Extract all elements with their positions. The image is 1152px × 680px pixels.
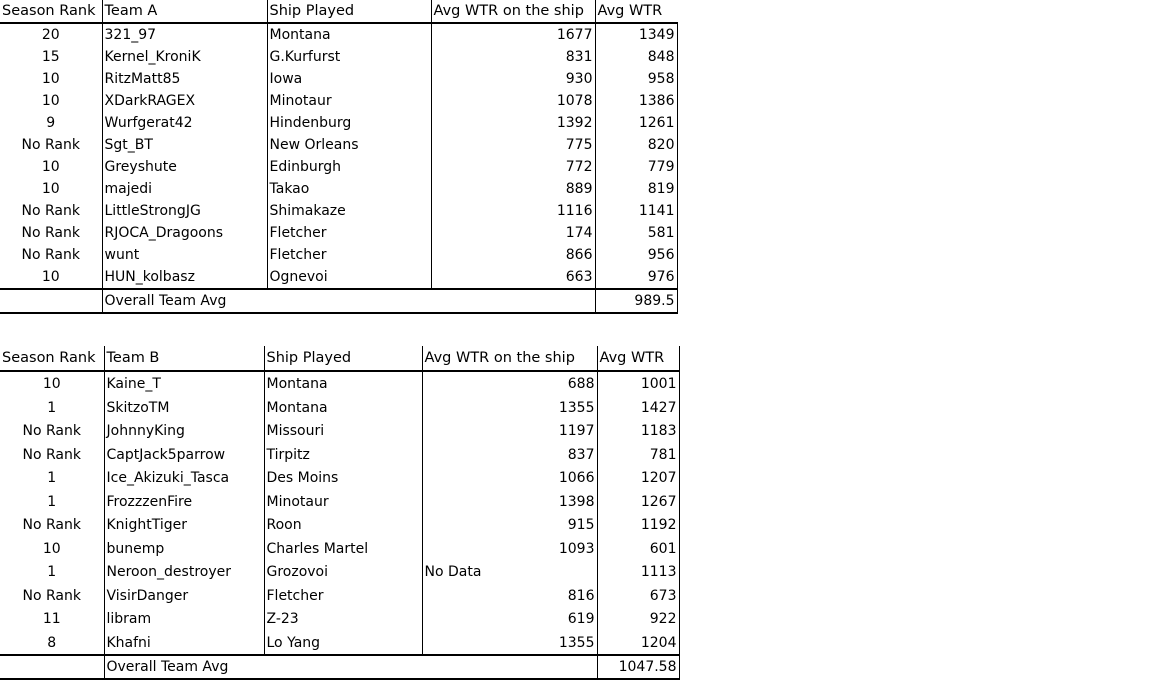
avg-wtr-cell: 1183 xyxy=(597,419,679,443)
avg-wtr-ship-cell: 930 xyxy=(431,68,595,90)
table-row xyxy=(0,90,677,112)
ship-played-cell: Des Moins xyxy=(264,466,422,490)
avg-wtr-ship-cell: 775 xyxy=(431,134,595,156)
avg-wtr-cell: 1207 xyxy=(597,466,679,490)
table-row xyxy=(0,537,679,561)
player-name-cell: CaptJack5parrow xyxy=(106,446,226,463)
team-a-total-row xyxy=(0,289,677,313)
ship-played-cell: Minotaur xyxy=(264,490,422,514)
ship-played-cell: Ognevoi xyxy=(267,266,431,289)
avg-wtr-cell: 779 xyxy=(595,156,677,178)
avg-wtr-ship-cell: 889 xyxy=(431,178,595,200)
avg-wtr-cell: 581 xyxy=(595,222,677,244)
ship-played-cell: Minotaur xyxy=(267,90,431,112)
player-name-cell: majedi xyxy=(104,181,152,197)
avg-wtr-ship-cell: 1677 xyxy=(431,23,595,46)
player-name-cell: Ice_Akizuki_Tasca xyxy=(106,470,230,486)
player-name-cell: XDarkRAGEX xyxy=(104,93,196,109)
season-rank-cell: 8 xyxy=(0,631,104,656)
avg-wtr-ship-cell: 772 xyxy=(431,156,595,178)
ship-played-cell: G.Kurfurst xyxy=(267,46,431,68)
total-empty-cell xyxy=(0,655,104,679)
team-b-total-label: Overall Team Avg xyxy=(104,655,597,679)
avg-wtr-cell: 1113 xyxy=(597,560,679,584)
table-row xyxy=(0,631,679,656)
player-name-cell: 321_97 xyxy=(104,27,157,43)
header-avg-wtr-ship: Avg WTR on the ship xyxy=(422,346,597,371)
ship-played-cell: Montana xyxy=(267,23,431,46)
season-rank-cell: 10 xyxy=(0,178,102,200)
avg-wtr-ship-cell: 866 xyxy=(431,244,595,266)
player-name-cell: LittleStrongJG xyxy=(104,203,201,219)
table-row xyxy=(0,584,679,608)
table-row xyxy=(0,134,677,156)
avg-wtr-cell: 1267 xyxy=(597,490,679,514)
header-avg-wtr: Avg WTR xyxy=(595,0,677,23)
table-row xyxy=(0,371,679,396)
team-a-table xyxy=(0,0,678,314)
ship-played-cell: Lo Yang xyxy=(264,631,422,656)
player-name-cell: Wurfgerat42 xyxy=(104,115,193,131)
season-rank-cell: No Rank xyxy=(0,200,102,222)
team-a-total-label: Overall Team Avg xyxy=(102,289,595,313)
avg-wtr-ship-cell: 1355 xyxy=(422,396,597,420)
team-a-rows xyxy=(0,23,677,289)
header-ship-played: Ship Played xyxy=(264,346,422,371)
player-name-cell: JohnnyKing xyxy=(106,423,185,439)
table-row xyxy=(0,266,677,289)
season-rank-cell: 10 xyxy=(0,266,102,289)
season-rank-cell: No Rank xyxy=(0,419,104,443)
season-rank-cell: 9 xyxy=(0,112,102,134)
avg-wtr-cell: 1001 xyxy=(597,371,679,396)
player-name-cell: SkitzoTM xyxy=(106,399,170,416)
table-row xyxy=(0,396,679,420)
season-rank-cell: 15 xyxy=(0,46,102,68)
table-row xyxy=(0,23,677,46)
avg-wtr-ship-cell: 837 xyxy=(422,443,597,467)
header-team-name: Team A xyxy=(102,0,267,23)
avg-wtr-cell: 1261 xyxy=(595,112,677,134)
team-a-total-value: 989.5 xyxy=(595,289,677,313)
avg-wtr-ship-cell: 1355 xyxy=(422,631,597,656)
player-name-cell: libram xyxy=(106,611,152,627)
ship-played-cell: Montana xyxy=(264,371,422,396)
avg-wtr-cell: 1204 xyxy=(597,631,679,656)
ship-played-cell: Montana xyxy=(264,396,422,420)
avg-wtr-ship-cell: 1116 xyxy=(431,200,595,222)
avg-wtr-cell: 781 xyxy=(597,443,679,467)
ship-played-cell: Fletcher xyxy=(267,244,431,266)
table-row xyxy=(0,443,679,467)
team-b-header-row xyxy=(0,346,679,371)
player-name-cell: Khafni xyxy=(106,634,151,651)
season-rank-cell: 10 xyxy=(0,68,102,90)
team-a-total xyxy=(0,289,677,313)
avg-wtr-cell: 976 xyxy=(595,266,677,289)
season-rank-cell: 1 xyxy=(0,490,104,514)
player-name-cell: Sgt_BT xyxy=(104,137,153,153)
season-rank-cell: No Rank xyxy=(0,443,104,467)
ship-played-cell: Fletcher xyxy=(264,584,422,608)
table-row xyxy=(0,513,679,537)
header-avg-wtr: Avg WTR xyxy=(597,346,679,371)
total-empty-cell xyxy=(0,289,102,313)
season-rank-cell: 20 xyxy=(0,23,102,46)
avg-wtr-ship-cell: 1392 xyxy=(431,112,595,134)
player-name-cell: Greyshute xyxy=(104,159,177,175)
avg-wtr-ship-cell: 1078 xyxy=(431,90,595,112)
player-name-cell: HUN_kolbasz xyxy=(104,269,195,285)
team-b-total-value: 1047.58 xyxy=(597,655,679,679)
header-avg-wtr-ship: Avg WTR on the ship xyxy=(431,0,595,23)
table-row xyxy=(0,68,677,90)
team-b-table xyxy=(0,346,680,680)
table-row xyxy=(0,156,677,178)
player-name-cell: FrozzzenFire xyxy=(106,493,193,510)
avg-wtr-cell: 1427 xyxy=(597,396,679,420)
table-row xyxy=(0,419,679,443)
ship-played-cell: Roon xyxy=(264,513,422,537)
player-name-cell: wunt xyxy=(104,247,140,263)
avg-wtr-cell: 922 xyxy=(597,607,679,631)
table-row xyxy=(0,112,677,134)
avg-wtr-ship-cell: 1197 xyxy=(422,419,597,443)
player-name-cell: Neroon_destroyer xyxy=(106,564,231,580)
season-rank-cell: 11 xyxy=(0,607,104,631)
avg-wtr-cell: 820 xyxy=(595,134,677,156)
avg-wtr-cell: 1386 xyxy=(595,90,677,112)
avg-wtr-cell: 956 xyxy=(595,244,677,266)
player-name-cell: KnightTiger xyxy=(106,517,187,533)
ship-played-cell: Missouri xyxy=(264,419,422,443)
player-name-cell: Kernel_KroniK xyxy=(104,49,201,65)
table-row xyxy=(0,490,679,514)
season-rank-cell: 1 xyxy=(0,396,104,420)
table-row xyxy=(0,244,677,266)
season-rank-cell: 10 xyxy=(0,537,104,561)
avg-wtr-cell: 1141 xyxy=(595,200,677,222)
avg-wtr-cell: 1349 xyxy=(595,23,677,46)
header-season-rank: Season Rank xyxy=(0,0,102,23)
season-rank-cell: No Rank xyxy=(0,134,102,156)
avg-wtr-ship-cell: 174 xyxy=(431,222,595,244)
ship-played-cell: Hindenburg xyxy=(267,112,431,134)
avg-wtr-ship-cell: 688 xyxy=(422,371,597,396)
ship-played-cell: Fletcher xyxy=(267,222,431,244)
season-rank-cell: 10 xyxy=(0,156,102,178)
ship-played-cell: New Orleans xyxy=(267,134,431,156)
avg-wtr-ship-cell: 816 xyxy=(422,584,597,608)
ship-played-cell: Z-23 xyxy=(264,607,422,631)
season-rank-cell: No Rank xyxy=(0,222,102,244)
table-row xyxy=(0,178,677,200)
header-ship-played: Ship Played xyxy=(267,0,431,23)
avg-wtr-ship-cell: 1093 xyxy=(422,537,597,561)
team-b-total-row xyxy=(0,655,679,679)
team-b-total xyxy=(0,655,679,679)
ship-played-cell: Charles Martel xyxy=(264,537,422,561)
header-team-name: Team B xyxy=(104,346,264,371)
avg-wtr-ship-cell: 831 xyxy=(431,46,595,68)
season-rank-cell: 1 xyxy=(0,466,104,490)
avg-wtr-cell: 958 xyxy=(595,68,677,90)
table-row xyxy=(0,222,677,244)
header-season-rank: Season Rank xyxy=(0,346,104,371)
ship-played-cell: Tirpitz xyxy=(264,443,422,467)
avg-wtr-cell: 1192 xyxy=(597,513,679,537)
team-b-rows xyxy=(0,371,679,655)
avg-wtr-cell: 601 xyxy=(597,537,679,561)
team-a-header-row xyxy=(0,0,677,23)
avg-wtr-cell: 819 xyxy=(595,178,677,200)
avg-wtr-cell: 848 xyxy=(595,46,677,68)
season-rank-cell: 1 xyxy=(0,560,104,584)
table-row xyxy=(0,560,679,584)
player-name-cell: RJOCA_Dragoons xyxy=(104,225,224,241)
team-b-body xyxy=(0,346,679,371)
team-a-body xyxy=(0,0,677,23)
avg-wtr-ship-cell: 1398 xyxy=(422,490,597,514)
table-row xyxy=(0,200,677,222)
ship-played-cell: Takao xyxy=(267,178,431,200)
season-rank-cell: No Rank xyxy=(0,513,104,537)
season-rank-cell: 10 xyxy=(0,90,102,112)
player-name-cell: RitzMatt85 xyxy=(104,71,181,87)
avg-wtr-cell: 673 xyxy=(597,584,679,608)
avg-wtr-ship-cell: 663 xyxy=(431,266,595,289)
season-rank-cell: No Rank xyxy=(0,244,102,266)
table-row xyxy=(0,46,677,68)
player-name-cell: VisirDanger xyxy=(106,587,189,604)
avg-wtr-ship-cell: 915 xyxy=(422,513,597,537)
table-row xyxy=(0,466,679,490)
ship-played-cell: Edinburgh xyxy=(267,156,431,178)
avg-wtr-ship-cell: No Data xyxy=(422,560,597,584)
avg-wtr-ship-cell: 619 xyxy=(422,607,597,631)
ship-played-cell: Grozovoi xyxy=(264,560,422,584)
player-name-cell: bunemp xyxy=(106,540,165,557)
ship-played-cell: Iowa xyxy=(267,68,431,90)
player-name-cell: Kaine_T xyxy=(106,376,161,392)
season-rank-cell: No Rank xyxy=(0,584,104,608)
table-row xyxy=(0,607,679,631)
ship-played-cell: Shimakaze xyxy=(267,200,431,222)
season-rank-cell: 10 xyxy=(0,371,104,396)
avg-wtr-ship-cell: 1066 xyxy=(422,466,597,490)
